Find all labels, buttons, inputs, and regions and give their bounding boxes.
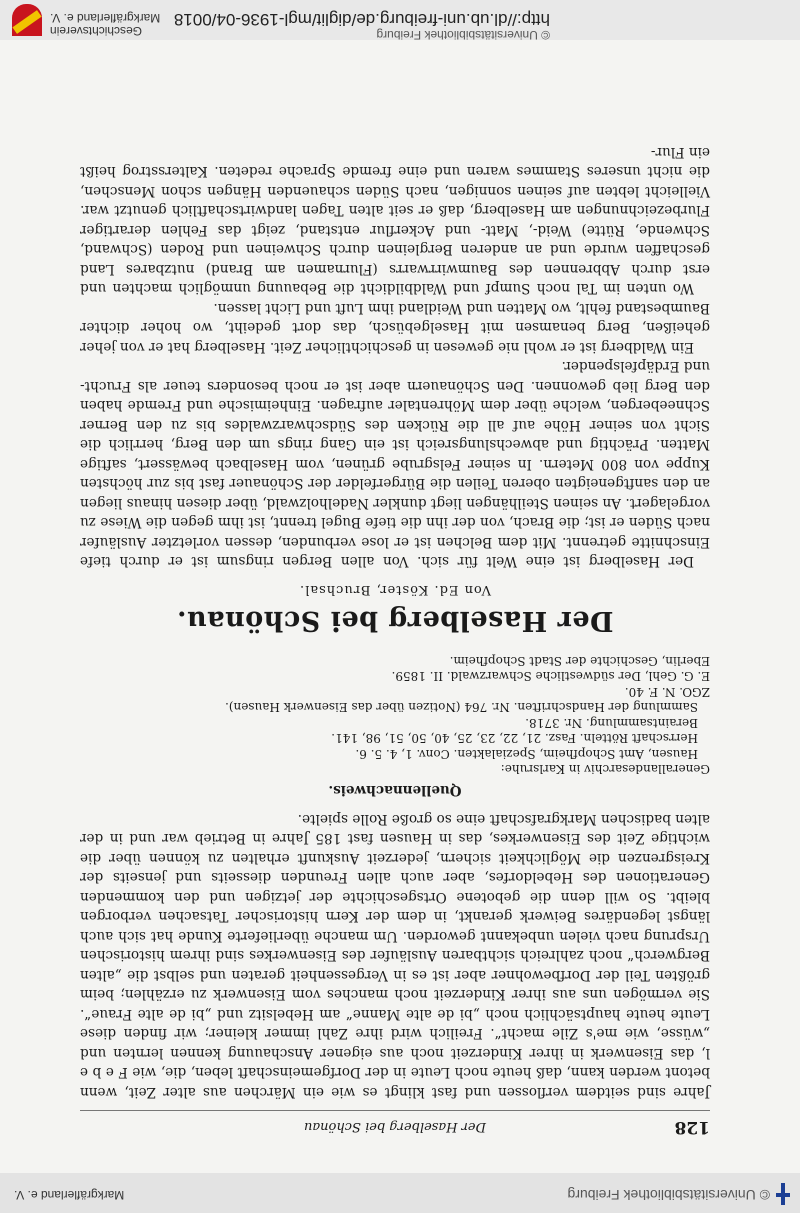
viewer-footer-bar <box>0 0 800 40</box>
source-entry: Beraintsammlung. Nr. 3718. <box>525 716 698 730</box>
partner-line: Geschichtsverein <box>50 24 143 38</box>
article-title: Der Haselberg bei Schönau. <box>176 605 614 637</box>
viewer-header-bar <box>0 1173 800 1213</box>
sources-list <box>80 653 710 777</box>
source-entry: Eberlin, Geschichte der Stadt Schopfheim. <box>449 654 710 668</box>
page-url[interactable]: http://dl.ub.uni-freiburg.de/diglit/mgl-1936-04/0018 <box>173 10 550 29</box>
university-library-logo-icon <box>776 1183 790 1205</box>
intro-paragraph: Jahre sind seitdem verflossen und fast klingt es wie ein Märchen aus alter Zeit, wenn betont werden kann, daß heute noch Leute in der Dorfgemeinschaft leben, die, wie F e b e l, das Eisenwerk in ihrer Kinderzeit noch aus eigener Anschauung kennen lernten und „wüsse, wie me's Zile macht“. Freilich wird ihre Zahl immer kleiner; wir finden diese Leute heute hauptsächlich noch „bi de alte Manne“ am Hebelsitz und „bi de alte Fraue“. Sie vermögen uns aus ihrer Kinderzeit noch manches vom Eisenwerk zu erzählen; beim größten Teil der Dorfbewohner aber ist es in Vergessenheit geraten und selbst die „alten Bergwerch“ noch zahlreich sichtbaren Ausläufer des Eisenwerkes sind ihrem historischen Ursprung nach vielen unbekannt geworden. Um manche überlieferte Kunde hat sich auch längst legendäres Beiwerk gerankt, in dem der Kern historischer Tatsachen verborgen bleibt. So will denn die gebotene Ortsgeschichte der jetzigen und den kommenden Generationen des Hebeldorfes, aber auch allen Freunden diesseits und jenseits der Kreisgrenzen die Möglichkeit sichern, jederzeit Auskunft erhalten zu können über die wichtige Zeit des Eisenwerkes, das in Hausen fast 185 Jahre in Betrieb war und in der alten badischen Markgrafschaft eine so große Rolle spielte. <box>80 811 710 1100</box>
page-number: 128 <box>674 1117 710 1137</box>
article-paragraph: Ein Waldberg ist er wohl nie gewesen in geschichtlicher Zeit. Haselberg hat er von jeher geheißen, Berg benamsen mit Haselgebüsch, das dort gedeiht, wo hoher dichter Baumbestand fehlt, wo Matten und Weidland ihm Luft und Licht lassen. <box>80 300 710 355</box>
article-byline: Von Ed. Köster, Bruchsal. <box>299 582 491 598</box>
copyright-notice: © Universitätsbibliothek Freiburg <box>376 28 550 42</box>
source-entry: ZGO. N. F. 40. <box>624 685 710 699</box>
society-crest-icon <box>12 4 42 36</box>
source-entry: E. G. Gehl, Der südwestliche Schwarzwald. II. 1859. <box>391 669 710 684</box>
running-head-title: Der Haselberg bei Schönau <box>304 1119 486 1134</box>
partner-name: Markgräflerland e. V. <box>14 1188 125 1202</box>
sources-heading: Quellennachweis. <box>328 782 462 799</box>
copyright-notice: © Universitätsbibliothek Freiburg <box>567 1187 770 1203</box>
source-entry: Sammlung der Handschriften. Nr. 764 (Notizen über das Eisenwerk Hausen). <box>225 700 698 715</box>
source-entry: Hausen, Amt Schopfheim, Spezialakten. Conv. 1, 4. 5. 6. <box>355 747 698 761</box>
document-page <box>80 142 710 1142</box>
partner-line: Markgräflerland e. V. <box>50 11 161 25</box>
partner-name <box>50 11 160 37</box>
source-entry: Herrschaft Rötteln. Fasz. 21, 22, 23, 25, 40, 50, 51, 98, 141. <box>331 731 698 746</box>
source-entry: Generallandesarchiv in Karlsruhe: <box>500 762 710 777</box>
article-paragraph: Der Haselberg ist eine Welt für sich. Von allen Bergen ringsum ist er durch tiefe Einschnitte getrennt. Mit dem Belchen ist er lose verbunden, dessen vorletzter Ausläufer nach Süden er ist; die Brach, von der ihn die tiefe Bugel trennt, ist ihm gegen die Wiese zu vorgelagert. An seinen Steilhängen liegt dunkler Nadelholzwald, über diesen hinaus liegen an den sanftgeneigten oberen Teilen die Bürgerfelder der Schönauer fast bis zur höchsten Kuppe von 800 Metern. In seiner Felsgrube grünen, vom Haselbach bewässert, saftige Matten. Prächtig und abwechslungsreich ist ein Gang rings um den Berg, herrlich die Sicht von seiner Höhe auf all die Rücken des Südschwarzwaldes bis zu den Berner Schneebergen, welche über dem Möhrentaler aufragen. Einheimische und Fremde haben den Berg lieb gewonnen. Den Schönauern aber ist er noch besonders teuer als Frucht- und Erdäpfelspender. <box>80 358 710 570</box>
article-paragraph: Wo unten im Tal noch Sumpf und Waldbildicht die Bebauung unmöglich machten und erst durch Abbrennen des Baumwirrwarrs (Flurnamen am Brand) nutzbares Land geschaffen wurde und an anderen Bergleinen durch Schweinen und Roden (Schwand, Schwende, Rütte) Weid-, Matt- und Ackerflur entstand, zeigt das Fehlen derartiger Flurbezeichnungen am Haselberg, daß er seit alten Tagen landwirtschaftlich genutzt war. Vielleicht lebten auf seinen sonnigen, nach Süden schauenden Hängen schon Menschen, die nicht unseres Stammes waren und eine fremde Sprache redeten. Kaltersstrog heißt ein Flur- <box>80 144 710 297</box>
running-head <box>80 1110 710 1141</box>
